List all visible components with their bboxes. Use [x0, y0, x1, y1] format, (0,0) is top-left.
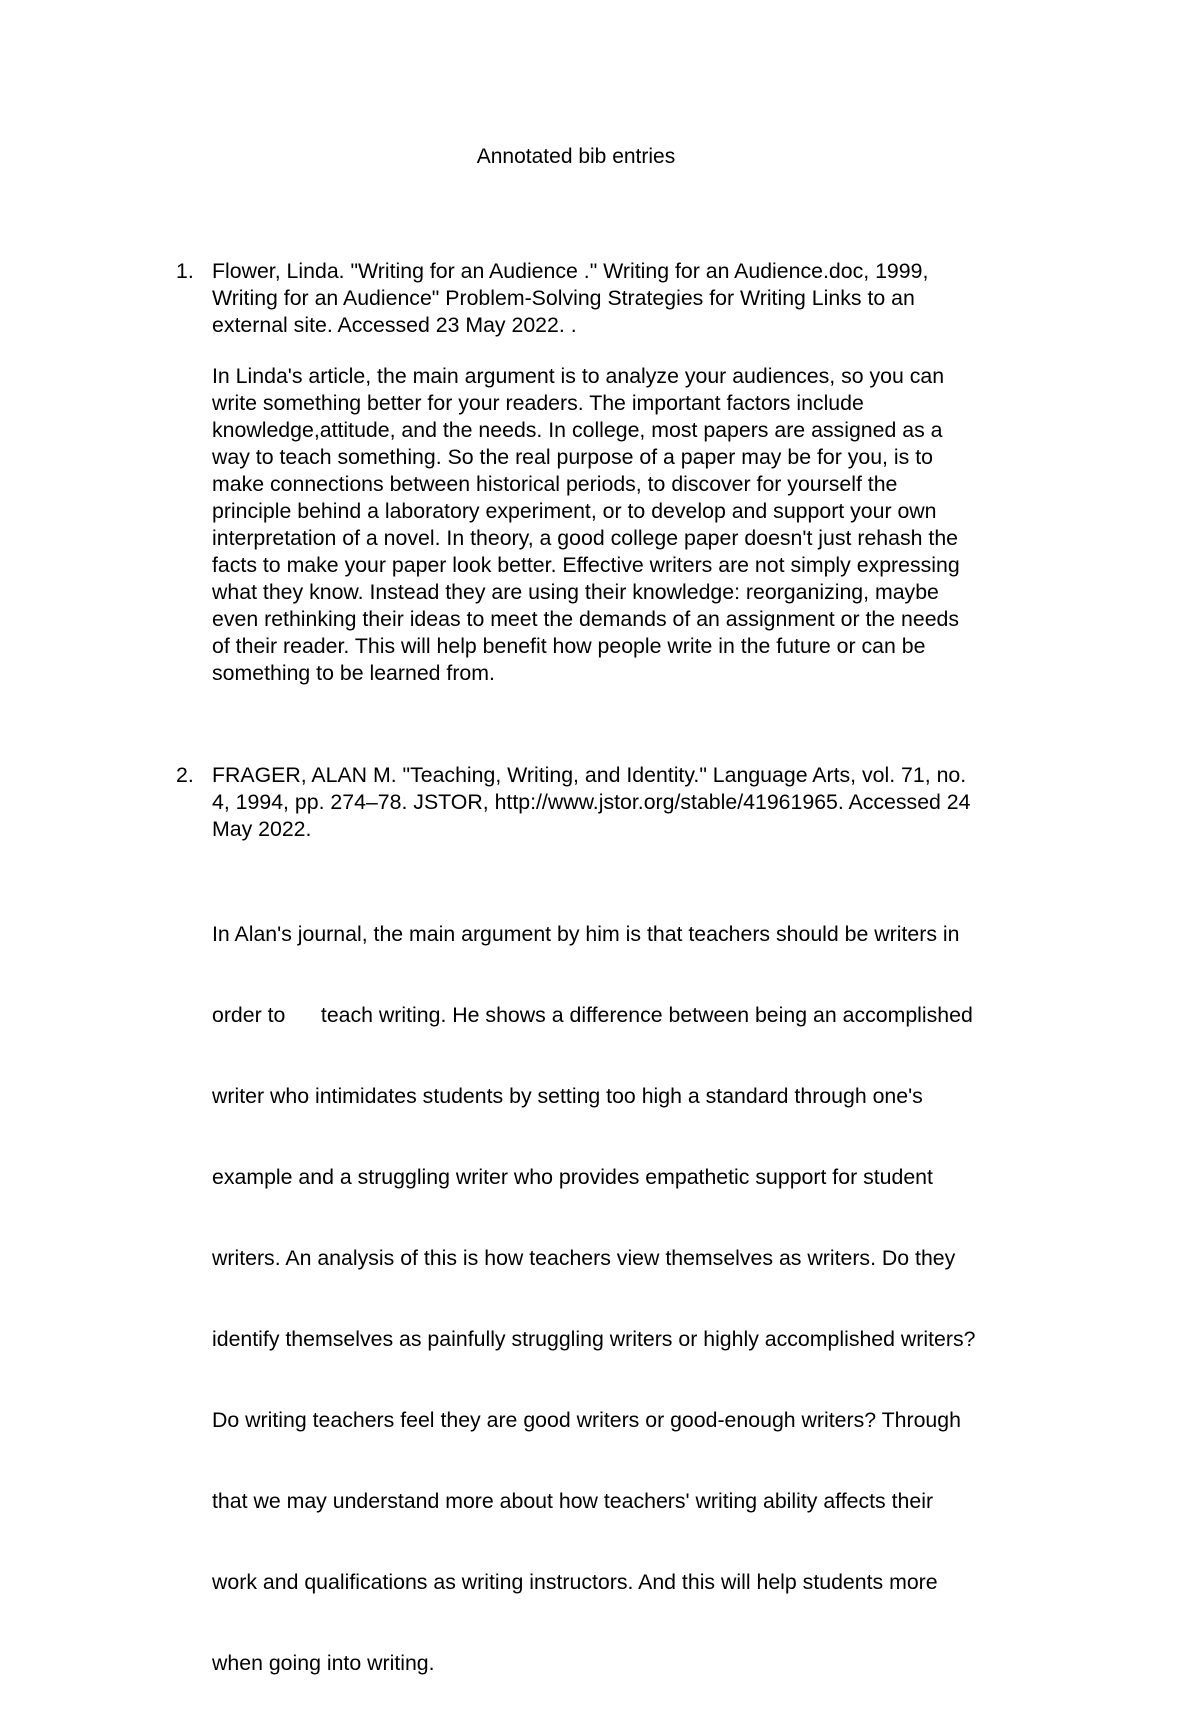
annotation-line: Do writing teachers feel they are good writers or good-enough writers? Through	[212, 1408, 961, 1432]
annotation-line: identify themselves as painfully struggling writers or highly accomplished writers?	[212, 1327, 976, 1351]
annotation-line: writer who intimidates students by setting too high a standard through one's	[212, 1084, 923, 1108]
citation-line: external site. Accessed 23 May 2022. .	[212, 313, 577, 337]
annotation-line: In Alan's journal, the main argument by him is that teachers should be writers in	[212, 922, 960, 946]
annotation-line: what they know. Instead they are using their knowledge: reorganizing, maybe	[212, 580, 939, 604]
bib-entry-2	[176, 762, 1076, 1731]
entry-body	[212, 258, 1076, 687]
annotation	[212, 363, 1076, 687]
annotation-line: order to teach writing. He shows a difference between being an accomplished	[212, 1003, 973, 1027]
annotation-line: In Linda's article, the main argument is to analyze your audiences, so you can	[212, 364, 945, 388]
annotation-line: something to be learned from.	[212, 661, 495, 685]
citation-line: May 2022.	[212, 817, 312, 841]
annotation-line: even rethinking their ideas to meet the demands of an assignment or the needs	[212, 607, 960, 631]
citation-line: Flower, Linda. "Writing for an Audience ." Writing for an Audience.doc, 1999,	[212, 259, 929, 283]
annotation-line: writers. An analysis of this is how teachers view themselves as writers. Do they	[212, 1246, 956, 1270]
citation	[212, 762, 1076, 843]
annotation-line: when going into writing.	[212, 1651, 435, 1675]
citation-line: Writing for an Audience" Problem-Solving Strategies for Writing Links to an	[212, 286, 915, 310]
annotation-line: work and qualifications as writing instructors. And this will help students more	[212, 1570, 938, 1594]
annotation-line: facts to make your paper look better. Effective writers are not simply expressing	[212, 553, 960, 577]
citation-line: 4, 1994, pp. 274–78. JSTOR, http://www.jstor.org/stable/41961965. Accessed 24	[212, 790, 971, 814]
annotation-line: write something better for your readers. The important factors include	[212, 391, 864, 415]
annotation-line: of their reader. This will help benefit how people write in the future or can be	[212, 634, 926, 658]
annotation-line: way to teach something. So the real purpose of a paper may be for you, is to	[212, 445, 933, 469]
annotation-line: example and a struggling writer who provides empathetic support for student	[212, 1165, 933, 1189]
entry-number: 2.	[176, 763, 194, 787]
bib-entry-1	[176, 258, 1076, 687]
entry-number: 1.	[176, 259, 194, 283]
citation	[212, 258, 1076, 339]
citation-line: FRAGER, ALAN M. "Teaching, Writing, and Identity." Language Arts, vol. 71, no.	[212, 763, 967, 787]
annotation-line: interpretation of a novel. In theory, a good college paper doesn't just rehash the	[212, 526, 959, 550]
annotation-line: principle behind a laboratory experiment, or to develop and support your own	[212, 499, 937, 523]
annotation-line: make connections between historical periods, to discover for yourself the	[212, 472, 898, 496]
annotation	[212, 867, 1076, 1731]
annotation-line: that we may understand more about how teachers' writing ability affects their	[212, 1489, 934, 1513]
document-title: Annotated bib entries	[476, 145, 676, 168]
entry-body	[212, 762, 1076, 1731]
annotation-line: knowledge,attitude, and the needs. In college, most papers are assigned as a	[212, 418, 943, 442]
